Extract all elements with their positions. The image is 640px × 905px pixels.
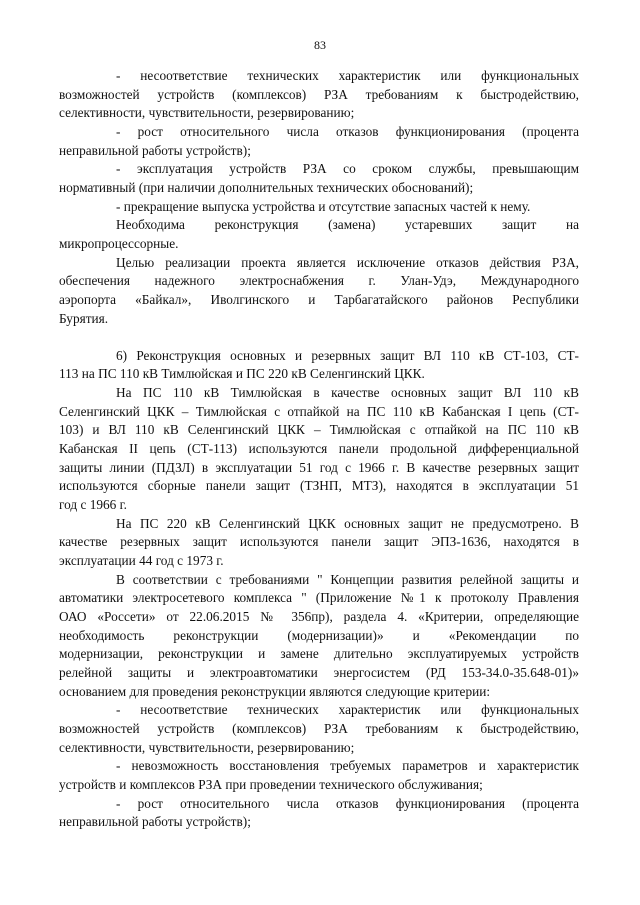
text-line: аэропорта «Байкал», Иволгинского и Тарбагатайского районов Республики <box>59 291 579 307</box>
text-line: модернизации, реконструкции и замене длительно эксплуатируемых устройств <box>59 646 579 662</box>
text-line: - несоответствие технических характеристик или функциональных <box>116 68 579 83</box>
text-line: Селенгинский ЦКК – Тимлюйская с отпайкой на ПС 110 кВ Кабанская I цепь (СТ- <box>59 403 579 419</box>
text-line: Целью реализации проекта является исключение отказов действия РЗА, <box>116 254 579 270</box>
paragraph <box>59 254 579 329</box>
document-body <box>59 67 579 832</box>
text-line: селективности, чувствительности, резервированию; <box>59 105 355 121</box>
text-line: неправильной работы устройств); <box>59 142 251 158</box>
text-line: релейной защиты и электроавтоматики энергосистем (РД 153-34.0-35.648-01)» <box>59 664 579 680</box>
text-line: основанием для проведения реконструкции являются следующие критерии: <box>59 683 491 699</box>
text-line: - рост относительного числа отказов функционирования (процента <box>116 123 579 139</box>
paragraph <box>59 757 579 794</box>
text-line: обеспечения надежного электроснабжения г. Улан-Удэ, Международного <box>59 273 579 289</box>
text-line: На ПС 220 кВ Селенгинский ЦКК основных защит не предусмотрено. В <box>116 515 579 531</box>
text-line: микропроцессорные. <box>59 235 179 251</box>
paragraph <box>59 216 579 253</box>
paragraph <box>59 67 579 123</box>
text-line: год с 1966 г. <box>59 497 127 513</box>
paragraph-spacer <box>59 328 579 347</box>
text-line: используются сборные панели защит (ТЗНП, МТЗ), находятся в эксплуатации 51 <box>59 478 579 494</box>
text-line: неправильной работы устройств); <box>59 814 251 830</box>
text-line: - рост относительного числа отказов функционирования (процента <box>116 795 579 811</box>
text-line: возможностей устройств (комплексов) РЗА требованиям к быстродействию, <box>59 86 579 102</box>
text-line: автоматики электросетевого комплекса " (Приложение №1 к протоколу Правления <box>59 590 579 606</box>
page-number: 83 <box>314 38 326 52</box>
text-line: - невозможность восстановления требуемых параметров и характеристик <box>116 758 579 774</box>
text-line: Необходима реконструкция (замена) устаревших защит на <box>116 217 579 233</box>
text-line: Кабанская II цепь (СТ-113) используются панели продольной дифференциальной <box>59 441 579 457</box>
text-line: - несоответствие технических характеристик или функциональных <box>116 702 579 718</box>
paragraph <box>59 198 579 217</box>
text-line: 103) и ВЛ 110 кВ Селенгинский ЦКК – Тимлюйская с отпайкой на ПС 110 кВ <box>59 422 579 438</box>
text-line: эксплуатации 44 год с 1973 г. <box>59 553 224 569</box>
paragraph <box>59 384 579 515</box>
text-line: возможностей устройств (комплексов) РЗА требованиям к быстродействию, <box>59 720 579 736</box>
paragraph <box>59 123 579 160</box>
text-line: качестве резервных защит используются панели защит ЭПЗ-1636, находятся в <box>59 534 579 550</box>
text-line: нормативный (при наличии дополнительных технических обоснований); <box>59 179 474 195</box>
text-line: селективности, чувствительности, резервированию; <box>59 739 355 755</box>
paragraph <box>59 347 579 384</box>
text-line: устройств и комплексов РЗА при проведении технического обслуживания; <box>59 776 483 792</box>
text-line: необходимость реконструкции (модернизации)» и «Рекомендации по <box>59 627 579 643</box>
paragraph <box>59 515 579 571</box>
text-line: - эксплуатация устройств РЗА со сроком службы, превышающим <box>116 161 579 177</box>
text-line: На ПС 110 кВ Тимлюйская в качестве основных защит ВЛ 110 кВ <box>116 385 579 401</box>
text-line: В соответствии с требованиями " Концепции развития релейной защиты и <box>116 571 579 587</box>
text-line: - прекращение выпуска устройства и отсутствие запасных частей к нему. <box>116 198 531 214</box>
paragraph <box>59 571 579 702</box>
text-line: ОАО «Россети» от 22.06.2015 № 356пр), раздела 4. «Критерии, определяющие <box>59 609 579 625</box>
paragraph <box>59 795 579 832</box>
text-line: защиты линии (ПДЗЛ) в эксплуатации 51 год с 1966 г. В качестве резервных защит <box>59 459 579 475</box>
text-line: 113 на ПС 110 кВ Тимлюйская и ПС 220 кВ Селенгинский ЦКК. <box>59 366 425 382</box>
paragraph <box>59 160 579 197</box>
text-line: 6) Реконструкция основных и резервных защит ВЛ 110 кВ СТ-103, СТ- <box>116 347 579 363</box>
paragraph <box>59 701 579 757</box>
text-line: Бурятия. <box>59 310 109 326</box>
